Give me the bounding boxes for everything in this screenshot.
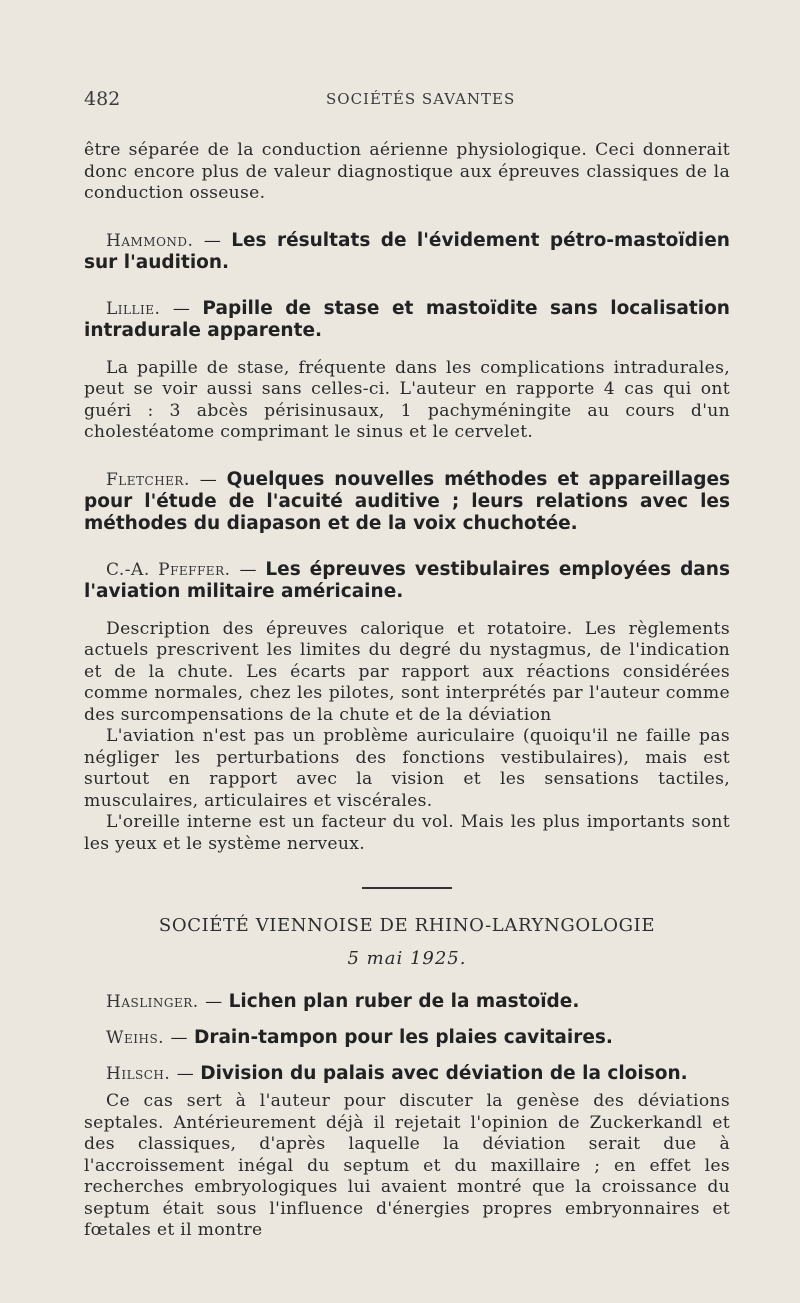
entry-hammond xyxy=(84,230,730,274)
entry-author: Haslinger. xyxy=(106,992,199,1012)
entry-title: Les épreuves vestibulaires employées dans l'aviation militaire américaine. xyxy=(84,558,730,602)
entry-author: C.-A. Pfeffer. xyxy=(106,559,231,580)
paragraph-aviation: L'aviation n'est pas un problème auriculaire (quoiqu'il ne faille pas négliger les perturbations des fonctions vestibulaires), mais est surtout en rapport avec la vision et les sensations tactiles, musculaires, articulaires et viscérales. xyxy=(84,726,730,811)
entry-title: Drain-tampon pour les plaies cavitaires. xyxy=(193,1027,613,1048)
meeting-date: 5 mai 1925. xyxy=(347,948,467,969)
entry-author: Lillie. xyxy=(106,298,161,319)
paragraph-papille: La papille de stase, fréquente dans les complications intradurales, peut se voir aussi sans celles-ci. L'auteur en rapporte 4 cas qui ont guéri : 3 abcès périsinusaux, 1 pachyméningite au cours d'un cholestéatome comprimant le sinus et le cervelet. xyxy=(84,357,730,442)
paragraph-oreille: L'oreille interne est un facteur du vol. Mais les plus importants sont les yeux et le système nerveux. xyxy=(84,812,730,854)
paragraph-conduction: être séparée de la conduction aérienne physiologique. Ceci donnerait donc encore plus de valeur diagnostique aux épreuves classiques de la conduction osseuse. xyxy=(84,140,730,203)
page-number: 482 xyxy=(84,88,121,110)
paragraph-genese: Ce cas sert à l'auteur pour discuter la genèse des déviations septales. Antérieurement déjà il rejetait l'opinion de Zuckerkandl et des classiques, d'après laquelle la déviation serait due à l'accroissement inégal du septum et du maxillaire ; en effet les recherches embryologiques lui avaient montré que la croissance du septum était sous l'influence d'énergies propres embryonnaires et fœtales et il montre xyxy=(84,1091,730,1240)
entry-fletcher xyxy=(84,469,730,535)
entry-weihs xyxy=(84,1027,730,1049)
entry-dash: — xyxy=(203,230,221,251)
entry-author: Fletcher. xyxy=(106,469,190,490)
entry-author: Hilsch. xyxy=(106,1064,171,1084)
entry-dash: — xyxy=(239,559,257,580)
paragraph-description: Description des épreuves calorique et rotatoire. Les règlements actuels prescrivent les limites du degré du nystagmus, de l'indication et de la chute. Les écarts par rapport aux réactions considérées comme normales, chez les pilotes, sont interprétés par l'auteur comme des surcompensations de la chute et de la déviation xyxy=(84,618,730,725)
entry-haslinger xyxy=(84,991,730,1013)
entry-pfeffer xyxy=(84,559,730,603)
page-content xyxy=(84,88,730,1242)
entry-dash: — xyxy=(172,298,190,319)
entry-author: Weihs. xyxy=(106,1028,165,1048)
entry-dash: — xyxy=(176,1064,194,1084)
entry-hilsch xyxy=(84,1063,730,1085)
entry-title: Quelques nouvelles méthodes et appareillages pour l'étude de l'acuité auditive ; leurs relations avec les méthodes du diapason et de la voix chuchotée. xyxy=(84,468,730,534)
entry-dash: — xyxy=(170,1028,188,1048)
entry-author: Hammond. xyxy=(106,230,194,251)
society-heading: SOCIÉTÉ VIENNOISE DE RHINO-LARYNGOLOGIE xyxy=(158,915,656,936)
entry-title: Papille de stase et mastoïdite sans localisation intradurale apparente. xyxy=(84,297,730,341)
page-header xyxy=(84,88,730,118)
entry-dash: — xyxy=(205,992,223,1012)
entry-dash: — xyxy=(199,469,217,490)
section-divider xyxy=(362,887,452,889)
running-title: SOCIÉTÉS SAVANTES xyxy=(326,90,516,108)
entry-lillie xyxy=(84,298,730,342)
entry-title: Division du palais avec déviation de la cloison. xyxy=(200,1063,688,1084)
entry-title: Lichen plan ruber de la mastoïde. xyxy=(228,991,580,1012)
entry-title: Les résultats de l'évidement pétro-mastoïdien sur l'audition. xyxy=(84,229,730,273)
